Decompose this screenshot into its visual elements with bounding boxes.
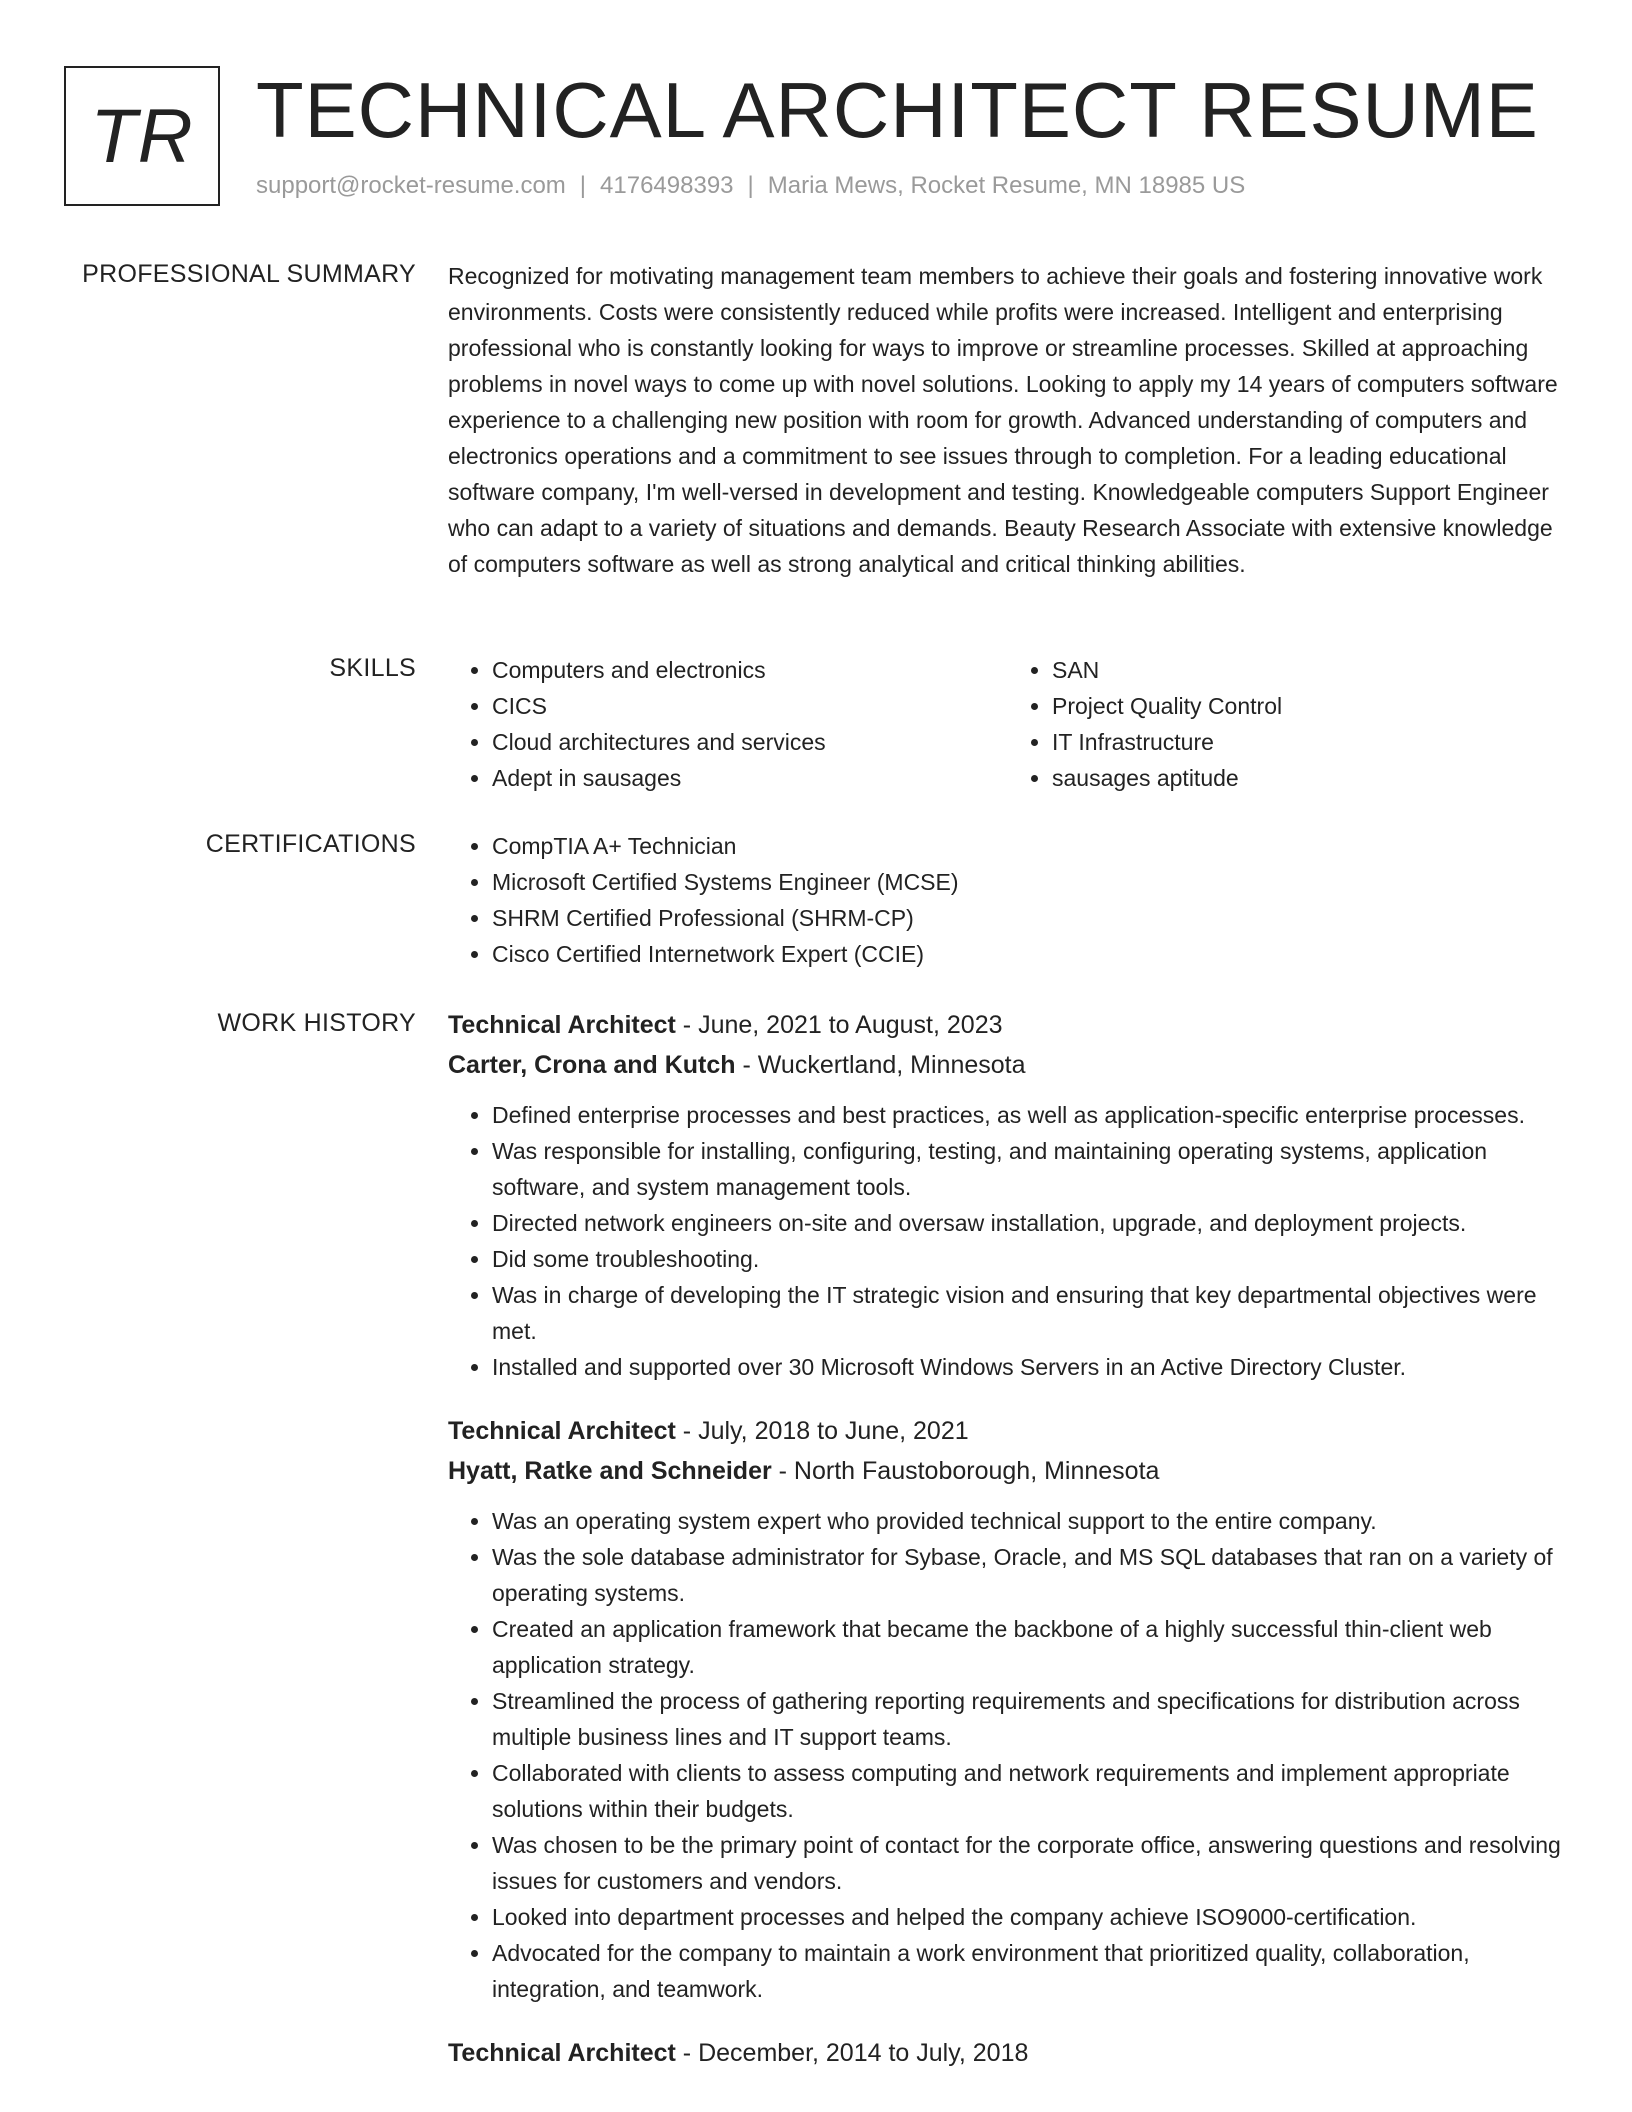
- skills-list-right: [1008, 652, 1568, 796]
- skill-item: • sausages aptitude: [1052, 760, 1568, 796]
- job-bullet: • Was chosen to be the primary point of contact for the corporate office, answering questions and resolving issues for customers and vendors.: [492, 1827, 1568, 1899]
- skills-list-left: [448, 652, 1008, 796]
- initials-monogram: TR: [64, 66, 220, 206]
- job-bullets: [448, 1503, 1568, 2007]
- section-label: CERTIFICATIONS: [205, 830, 416, 858]
- skill-item: • Adept in sausages: [492, 760, 1008, 796]
- work-history-body: [448, 1005, 1568, 2099]
- certification-item: • CompTIA A+ Technician: [492, 828, 1568, 864]
- job-location: - Wuckertland, Minnesota: [735, 1051, 1026, 1079]
- job-title-line: [448, 1411, 1568, 1451]
- certification-item: • SHRM Certified Professional (SHRM-CP): [492, 900, 1568, 936]
- job-bullet: • Installed and supported over 30 Microsoft Windows Servers in an Active Directory Cluster.: [492, 1349, 1568, 1385]
- resume-header: [64, 66, 1592, 216]
- job-title-line: [448, 2033, 1568, 2073]
- skill-item: • Project Quality Control: [1052, 688, 1568, 724]
- skill-item: • Computers and electronics: [492, 652, 1008, 688]
- resume-title: TECHNICAL ARCHITECT RESUME: [256, 66, 1539, 154]
- section-label: PROFESSIONAL SUMMARY: [82, 260, 416, 288]
- job-bullet: • Looked into department processes and helped the company achieve ISO9000-certification.: [492, 1899, 1568, 1935]
- job-title: Technical Architect: [448, 2039, 676, 2067]
- job-title: Technical Architect: [448, 1011, 676, 1039]
- skill-item: • CICS: [492, 688, 1008, 724]
- job-bullet: • Was the sole database administrator for Sybase, Oracle, and MS SQL databases that ran on a variety of operating systems.: [492, 1539, 1568, 1611]
- certification-item: • Microsoft Certified Systems Engineer (MCSE): [492, 864, 1568, 900]
- job-bullet: • Collaborated with clients to assess computing and network requirements and implement appropriate solutions within their budgets.: [492, 1755, 1568, 1827]
- contact-phone[interactable]: 4176498393: [600, 172, 734, 199]
- job-company: Carter, Crona and Kutch: [448, 1051, 736, 1079]
- certifications-list: [448, 828, 1568, 972]
- skill-item: • SAN: [1052, 652, 1568, 688]
- job-location: - North Faustoborough, Minnesota: [771, 1457, 1160, 1485]
- job-bullet: • Advocated for the company to maintain a work environment that prioritized quality, collaboration, integration, and teamwork.: [492, 1935, 1568, 2007]
- job-bullet: • Directed network engineers on-site and oversaw installation, upgrade, and deployment projects.: [492, 1205, 1568, 1241]
- job-dates: - June, 2021 to August, 2023: [675, 1011, 1003, 1039]
- job-entry: [448, 1411, 1568, 2007]
- job-bullet: • Was an operating system expert who provided technical support to the entire company.: [492, 1503, 1568, 1539]
- job-dates: - July, 2018 to June, 2021: [675, 1417, 969, 1445]
- contact-email[interactable]: support@rocket-resume.com: [256, 172, 566, 199]
- contact-address: Maria Mews, Rocket Resume, MN 18985 US: [767, 172, 1246, 199]
- certifications-body: [448, 828, 1568, 972]
- skill-item: • IT Infrastructure: [1052, 724, 1568, 760]
- job-entry: [448, 1005, 1568, 1385]
- job-bullets: [448, 1097, 1568, 1385]
- job-company: Hyatt, Ratke and Schneider: [448, 1457, 772, 1485]
- contact-line: [256, 172, 1245, 200]
- job-dates: - December, 2014 to July, 2018: [675, 2039, 1029, 2067]
- contact-separator: |: [579, 172, 587, 199]
- job-title: Technical Architect: [448, 1417, 676, 1445]
- job-company-line: [448, 1451, 1568, 1491]
- job-bullet: • Was in charge of developing the IT strategic vision and ensuring that key departmental objectives were met.: [492, 1277, 1568, 1349]
- contact-separator: |: [747, 172, 754, 199]
- job-bullet: • Was responsible for installing, configuring, testing, and maintaining operating systems, application software, and system management tools.: [492, 1133, 1568, 1205]
- job-bullet: • Created an application framework that became the backbone of a highly successful thin-client web application strategy.: [492, 1611, 1568, 1683]
- section-label: SKILLS: [329, 654, 416, 682]
- skill-item: • Cloud architectures and services: [492, 724, 1008, 760]
- job-entry: [448, 2033, 1568, 2073]
- certification-item: • Cisco Certified Internetwork Expert (CCIE): [492, 936, 1568, 972]
- job-company-line: [448, 1045, 1568, 1085]
- job-title-line: [448, 1005, 1568, 1045]
- job-bullet: • Defined enterprise processes and best practices, as well as application-specific enterprise processes.: [492, 1097, 1568, 1133]
- skills-columns: [448, 652, 1568, 796]
- summary-text: Recognized for motivating management team members to achieve their goals and fostering innovative work environments. Costs were consistently reduced while profits were increased. Intelligent and enterprising professional who is constantly looking for ways to improve or streamline processes. Skilled at approaching problems in novel ways to come up with novel solutions. Looking to apply my 14 years of computers software experience to a challenging new position with room for growth. Advanced understanding of computers and electronics operations and a commitment to see issues through to completion. For a leading educational software company, I'm well-versed in development and testing. Knowledgeable computers Support Engineer who can adapt to a variety of situations and demands. Beauty Research Associate with extensive knowledge of computers software as well as strong analytical and critical thinking abilities.: [448, 263, 1558, 577]
- job-bullet: • Streamlined the process of gathering reporting requirements and specifications for distribution across multiple business lines and IT support teams.: [492, 1683, 1568, 1755]
- job-bullet: • Did some troubleshooting.: [492, 1241, 1568, 1277]
- section-label: WORK HISTORY: [217, 1009, 416, 1037]
